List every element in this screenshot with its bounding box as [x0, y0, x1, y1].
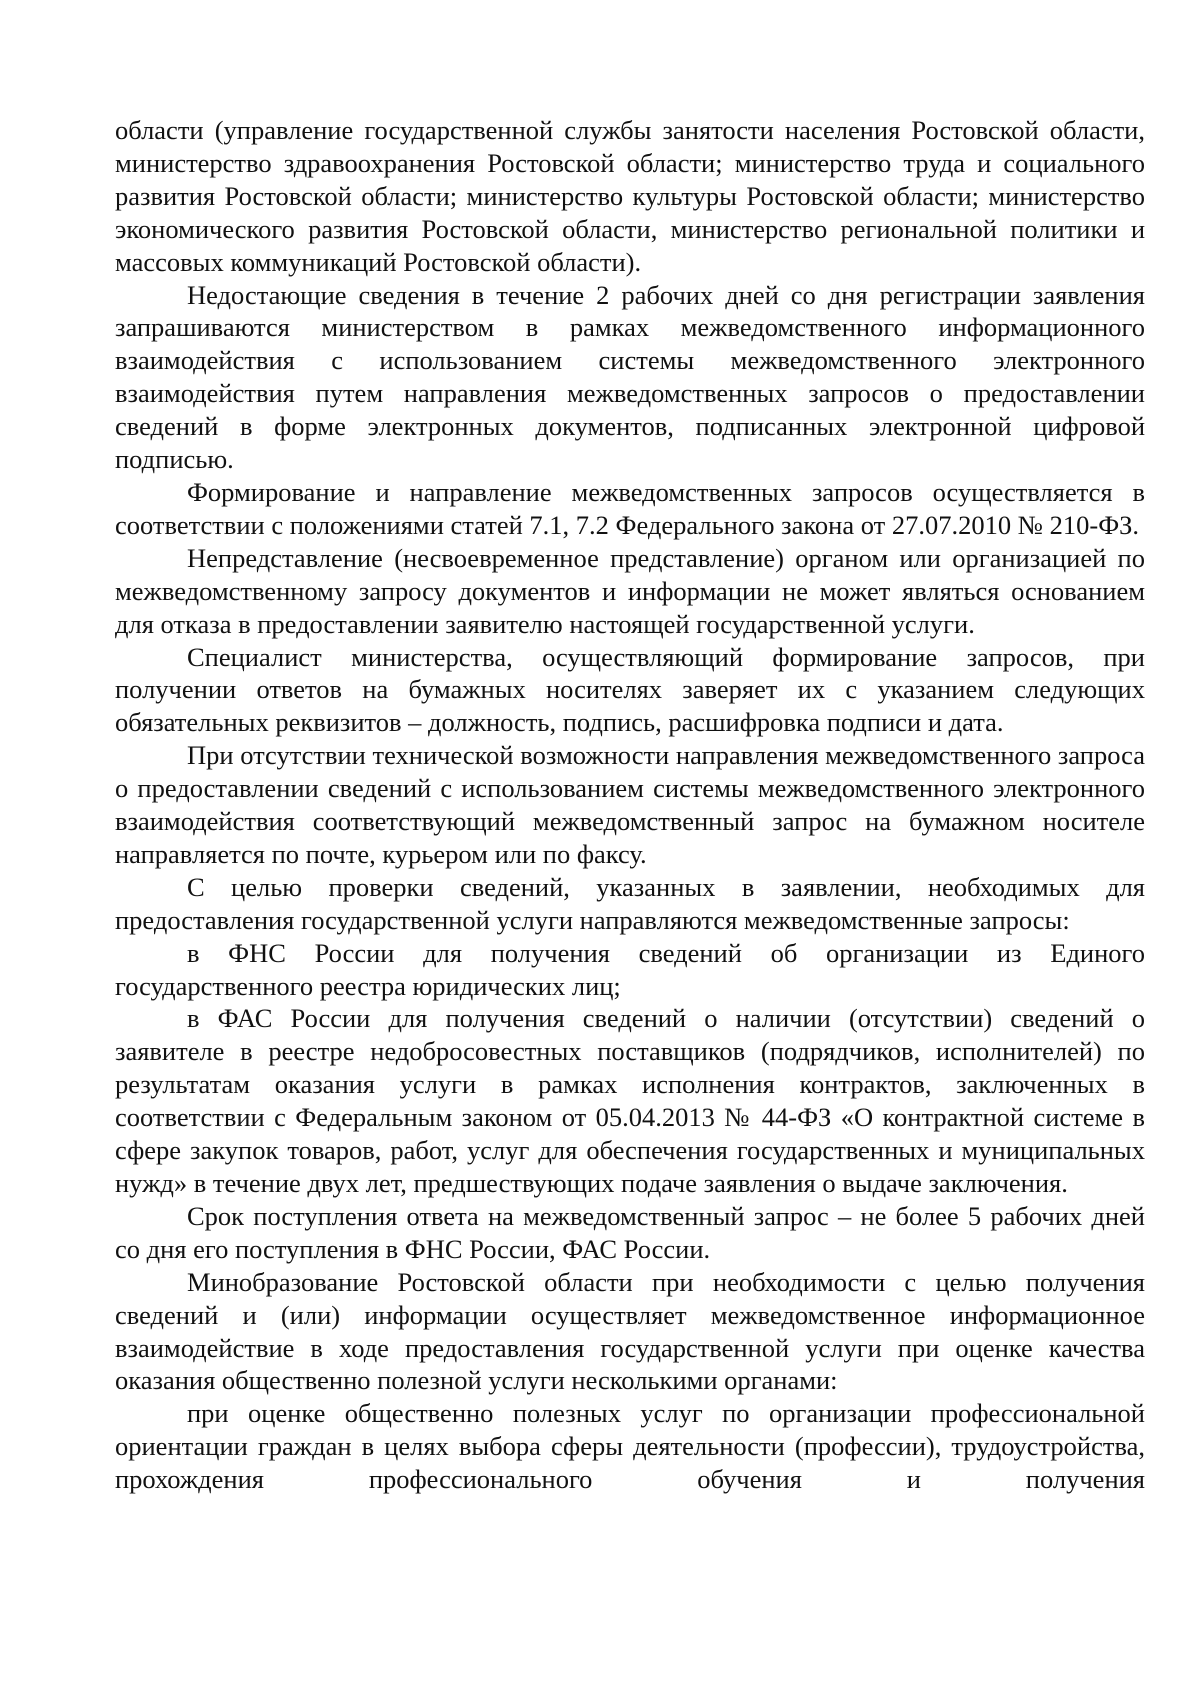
paragraph-career-guidance: при оценке общественно полезных услуг по организации профессиональной ориентации граждан в целях выбора сферы деятельности (профессии), трудоустройства, прохождения профессионального обучения и получения — [115, 1398, 1145, 1495]
paragraph-fns-request: в ФНС России для получения сведений об организации из Единого государственного реестра юридических лиц; — [115, 937, 1145, 1001]
paragraph-specialist: Специалист министерства, осуществляющий формирование запросов, при получении ответов на бумажных носителях заверяет их с указанием следующих обязательных реквизитов – должность, подпись, расшифровка подписи и дата. — [115, 641, 1145, 738]
paragraph-response-deadline: Срок поступления ответа на межведомственный запрос – не более 5 рабочих дней со дня его поступления в ФНС России, ФАС России. — [115, 1200, 1145, 1264]
paragraph-missing-info: Недостающие сведения в течение 2 рабочих дней со дня регистрации заявления запрашиваются министерством в рамках межведомственного информационного взаимодействия с использованием системы межведомственного электронного взаимодействия путем направления межведомственных запросов о предоставлении сведений в форме электронных документов, подписанных электронной цифровой подписью. — [115, 279, 1145, 475]
paragraph-verification-purpose: С целью проверки сведений, указанных в заявлении, необходимых для предоставления государственной услуги направляются межведомственные запросы: — [115, 871, 1145, 935]
paragraph-formation-requests: Формирование и направление межведомственных запросов осуществляется в соответствии с положениями статей 7.1, 7.2 Федерального закона от 27.07.2010 № 210-ФЗ. — [115, 476, 1145, 540]
paragraph-fas-request: в ФАС России для получения сведений о наличии (отсутствии) сведений о заявителе в реестре недобросовестных поставщиков (подрядчиков, исполнителей) по результатам оказания услуги в рамках исполнения контрактов, заключенных в соответствии с Федеральным законом от 05.04.2013 № 44-ФЗ «О контрактной системе в сфере закупок товаров, работ, услуг для обеспечения государственных и муниципальных нужд» в течение двух лет, предшествующих подаче заявления о выдаче заключения. — [115, 1003, 1145, 1198]
document-body — [115, 114, 1145, 1496]
paragraph-continuation: области (управление государственной службы занятости населения Ростовской области, министерство здравоохранения Ростовской области; министерство труда и социального развития Ростовской области; министерство культуры Ростовской области; министерство экономического развития Ростовской области, министерство региональной политики и массовых коммуникаций Ростовской области). — [115, 115, 1145, 277]
paragraph-non-submission: Непредставление (несвоевременное представление) органом или организацией по межведомственному запросу документов и информации не может являться основанием для отказа в предоставлении заявителю настоящей государственной услуги. — [115, 542, 1145, 639]
paragraph-no-technical-possibility: При отсутствии технической возможности направления межведомственного запроса о предоставлении сведений с использованием системы межведомственного электронного взаимодействия соответствующий межведомственный запрос на бумажном носителе направляется по почте, курьером или по факсу. — [115, 740, 1145, 869]
paragraph-minobrazovanie: Минобразование Ростовской области при необходимости с целью получения сведений и (или) информации осуществляет межведомственное информационное взаимодействие в ходе предоставления государственной услуги при оценке качества оказания общественно полезной услуги несколькими органами: — [115, 1266, 1145, 1396]
